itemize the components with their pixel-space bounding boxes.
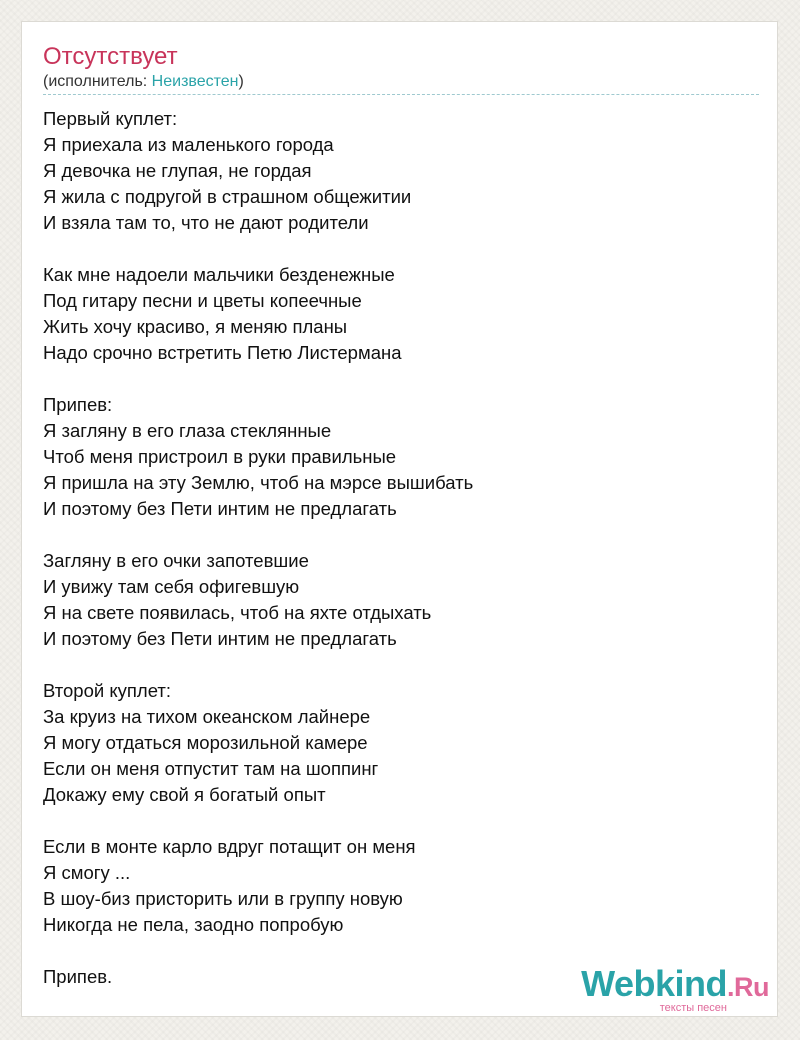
lyric-line <box>43 236 763 262</box>
lyric-line: Загляну в его очки запотевшие <box>43 550 309 571</box>
lyric-line: Жить хочу красиво, я меняю планы <box>43 316 348 337</box>
lyric-line: И поэтому без Пети интим не предлагать <box>43 498 397 519</box>
lyric-line: И взяла там то, что не дают родители <box>43 212 369 233</box>
title-divider <box>43 94 759 95</box>
song-title: Отсутствует <box>43 43 178 70</box>
lyric-line: Я пришла на эту Землю, чтоб на мэрсе вышибать <box>43 472 474 493</box>
lyric-line: Я приехала из маленького города <box>43 134 334 155</box>
artist-link[interactable]: Неизвестен <box>151 73 239 90</box>
lyric-line <box>43 522 763 548</box>
lyric-line: Я могу отдаться морозильной камере <box>43 732 368 753</box>
webkind-logo[interactable] <box>581 965 769 1014</box>
logo-tagline: тексты песен <box>659 1002 727 1014</box>
artist-line <box>43 72 244 92</box>
lyric-line: За круиз на тихом океанском лайнере <box>43 706 371 727</box>
artist-prefix: (исполнитель: <box>43 73 152 90</box>
lyric-line: Я смогу ... <box>43 862 131 883</box>
lyric-line: Чтоб меня пристроил в руки правильные <box>43 446 397 467</box>
lyric-line: Я девочка не глупая, не гордая <box>43 160 312 181</box>
lyric-line: В шоу-биз присторить или в группу новую <box>43 888 403 909</box>
lyric-line <box>43 938 763 964</box>
lyric-line: Докажу ему свой я богатый опыт <box>43 784 326 805</box>
lyric-line: И поэтому без Пети интим не предлагать <box>43 628 397 649</box>
logo-tld: .Ru <box>727 972 769 1002</box>
lyrics-text <box>43 106 763 990</box>
lyric-line: Я на свете появилась, чтоб на яхте отдыхать <box>43 602 432 623</box>
lyric-line: Припев. <box>43 966 113 987</box>
logo-name: Webkind <box>581 963 727 1004</box>
lyric-line <box>43 652 763 678</box>
lyric-line: Никогда не пела, заодно попробую <box>43 914 344 935</box>
lyric-line: Первый куплет: <box>43 108 178 129</box>
lyric-line: Если он меня отпустит там на шоппинг <box>43 758 379 779</box>
lyric-line: Второй куплет: <box>43 680 171 701</box>
artist-suffix: ) <box>238 73 244 90</box>
lyric-line: Надо срочно встретить Петю Листермана <box>43 342 402 363</box>
lyric-line: Я загляну в его глаза стеклянные <box>43 420 332 441</box>
lyric-line: Я жила с подругой в страшном общежитии <box>43 186 412 207</box>
lyric-line: Под гитару песни и цветы копеечные <box>43 290 362 311</box>
lyric-line <box>43 808 763 834</box>
lyrics-card <box>21 21 778 1017</box>
lyric-line <box>43 366 763 392</box>
lyric-line: Если в монте карло вдруг потащит он меня <box>43 836 416 857</box>
logo-wordmark <box>581 965 769 1006</box>
lyric-line: Припев: <box>43 394 113 415</box>
lyric-line: Как мне надоели мальчики безденежные <box>43 264 395 285</box>
lyric-line: И увижу там себя офигевшую <box>43 576 300 597</box>
